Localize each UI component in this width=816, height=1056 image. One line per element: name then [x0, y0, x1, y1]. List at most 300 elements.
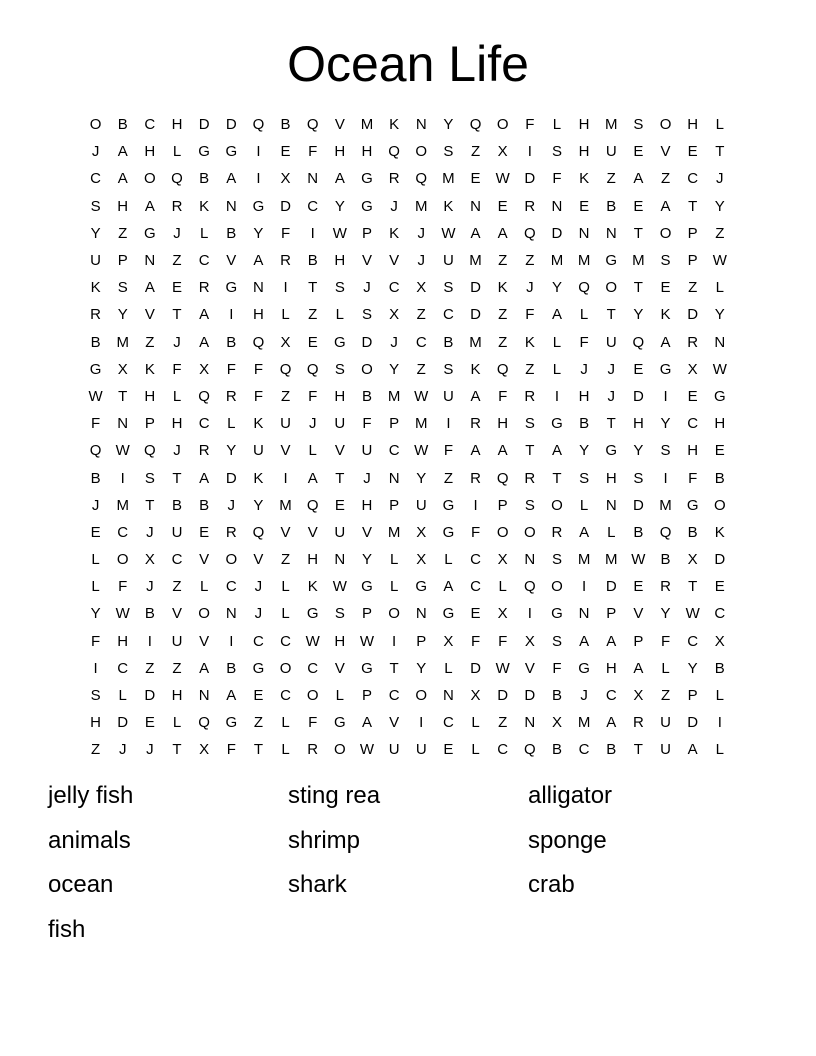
grid-letter: M	[387, 523, 401, 541]
grid-letter: H	[334, 252, 346, 270]
grid-letter: O	[659, 224, 672, 242]
grid-letter: G	[334, 333, 346, 351]
grid-letter: X	[117, 360, 128, 378]
grid-letter: A	[633, 659, 644, 677]
grid-letter: Z	[660, 170, 671, 188]
grid-letter: S	[334, 360, 345, 378]
grid-letter: C	[415, 333, 427, 351]
grid-letter: B	[687, 523, 698, 541]
grid-letter: I	[310, 224, 315, 242]
grid-letter: G	[415, 578, 428, 596]
grid-letter: T	[172, 469, 182, 487]
grid-letter: I	[147, 632, 152, 650]
grid-letter: U	[442, 387, 454, 405]
grid-letter: L	[471, 741, 480, 759]
grid-letter: A	[660, 197, 671, 215]
grid-letter: V	[660, 143, 671, 161]
grid-letter: N	[605, 496, 617, 514]
grid-letter: E	[497, 197, 508, 215]
grid-letter: T	[389, 659, 399, 677]
grid-letter: C	[442, 714, 454, 732]
grid-letter: U	[334, 415, 346, 433]
grid-letter: S	[660, 442, 671, 460]
grid-row	[82, 111, 734, 138]
grid-letter: D	[225, 469, 237, 487]
grid-letter: B	[226, 659, 237, 677]
grid-row	[82, 410, 734, 437]
grid-letter: M	[632, 252, 645, 270]
grid-letter: G	[225, 714, 238, 732]
grid-letter: O	[334, 741, 346, 759]
grid-letter: M	[116, 496, 129, 514]
grid-row	[82, 573, 734, 600]
grid-letter: F	[253, 387, 263, 405]
grid-letter: F	[308, 143, 318, 161]
grid-letter: H	[334, 387, 346, 405]
grid-letter: F	[226, 741, 236, 759]
grid-letter: L	[172, 714, 182, 732]
grid-letter: C	[225, 578, 237, 596]
grid-letter: J	[308, 415, 317, 433]
grid-letter: B	[551, 741, 562, 759]
grid-letter: N	[714, 333, 726, 351]
grid-letter: G	[225, 143, 238, 161]
grid-letter: A	[199, 333, 210, 351]
grid-letter: Q	[523, 578, 536, 596]
grid-letter: S	[334, 279, 345, 297]
grid-letter: Z	[145, 659, 155, 677]
grid-letter: I	[229, 306, 234, 324]
grid-letter: X	[280, 170, 291, 188]
grid-letter: G	[442, 496, 455, 514]
grid-letter: Q	[171, 170, 183, 188]
grid-letter: D	[117, 714, 129, 732]
grid-letter: I	[663, 387, 668, 405]
grid-letter: Z	[145, 333, 155, 351]
grid-letter: S	[633, 116, 644, 134]
grid-letter: J	[363, 279, 371, 297]
grid-letter: N	[307, 170, 319, 188]
grid-letter: O	[225, 551, 238, 569]
grid-letter: E	[633, 143, 644, 161]
grid-letter: G	[605, 442, 618, 460]
grid-letter: Y	[389, 360, 400, 378]
grid-letter: F	[470, 523, 481, 541]
grid-letter: Y	[253, 496, 264, 514]
grid-letter: A	[144, 279, 155, 297]
grid-letter: U	[252, 442, 264, 460]
grid-letter: W	[359, 741, 375, 759]
grid-letter: H	[605, 659, 617, 677]
grid-letter: G	[252, 197, 265, 215]
grid-letter: Y	[633, 442, 644, 460]
grid-letter: Q	[578, 279, 590, 297]
grid-letter: A	[117, 143, 128, 161]
grid-letter: C	[117, 523, 129, 541]
grid-letter: U	[605, 143, 617, 161]
grid-letter: R	[280, 252, 291, 270]
grid-letter: Q	[632, 333, 645, 351]
grid-letter: R	[524, 469, 536, 487]
grid-letter: F	[118, 578, 128, 596]
grid-letter: L	[661, 659, 670, 677]
grid-row	[82, 356, 734, 383]
grid-letter: K	[524, 333, 535, 351]
grid-letter: E	[633, 578, 644, 596]
grid-letter: A	[633, 170, 644, 188]
grid-letter: H	[144, 387, 156, 405]
grid-letter: E	[470, 605, 481, 623]
grid-letter: Y	[117, 306, 128, 324]
grid-letter: V	[361, 252, 372, 270]
grid-letter: N	[524, 714, 536, 732]
grid-letter: A	[199, 469, 210, 487]
grid-letter: O	[198, 605, 210, 623]
grid-letter: H	[361, 143, 373, 161]
grid-letter: K	[253, 415, 264, 433]
grid-letter: X	[389, 306, 400, 324]
grid-letter: E	[307, 333, 318, 351]
grid-letter: C	[497, 741, 509, 759]
grid-letter: Z	[688, 279, 698, 297]
grid-letter: J	[716, 170, 724, 188]
grid-letter: X	[199, 360, 210, 378]
grid-letter: F	[498, 632, 508, 650]
grid-letter: O	[415, 687, 428, 705]
grid-letter: D	[632, 496, 644, 514]
grid-letter: W	[441, 224, 456, 242]
grid-letter: H	[578, 143, 590, 161]
grid-letter: Z	[416, 360, 426, 378]
grid-letter: O	[388, 605, 400, 623]
grid-letter: R	[524, 387, 536, 405]
grid-letter: V	[334, 116, 345, 134]
grid-letter: U	[660, 714, 671, 732]
grid-letter: Y	[416, 659, 427, 677]
grid-letter: A	[253, 252, 264, 270]
grid-letter: R	[632, 714, 644, 732]
grid-letter: B	[714, 469, 725, 487]
grid-letter: W	[495, 659, 510, 677]
grid-letter: H	[632, 415, 644, 433]
grid-letter: Q	[252, 116, 265, 134]
grid-letter: B	[307, 252, 318, 270]
grid-letter: Y	[714, 306, 725, 324]
grid-letter: T	[118, 387, 128, 405]
grid-letter: D	[361, 333, 373, 351]
grid-letter: A	[579, 523, 590, 541]
grid-letter: G	[442, 523, 455, 541]
grid-letter: Q	[415, 170, 428, 188]
grid-letter: C	[687, 632, 699, 650]
grid-letter: P	[361, 224, 372, 242]
grid-letter: C	[307, 197, 319, 215]
grid-letter: T	[525, 442, 535, 460]
grid-letter: V	[199, 551, 210, 569]
grid-letter: R	[524, 197, 536, 215]
grid-letter: W	[332, 224, 347, 242]
grid-letter: M	[550, 252, 564, 270]
grid-letter: K	[579, 170, 590, 188]
grid-letter: N	[225, 197, 237, 215]
grid-letter: V	[253, 551, 264, 569]
grid-letter: X	[714, 632, 725, 650]
grid-letter: T	[606, 415, 616, 433]
grid-row	[82, 138, 734, 165]
grid-letter: G	[442, 605, 455, 623]
grid-letter: N	[551, 197, 563, 215]
grid-letter: S	[117, 279, 128, 297]
grid-letter: A	[117, 170, 128, 188]
grid-letter: R	[90, 306, 101, 324]
grid-letter: M	[577, 551, 591, 569]
grid-letter: Z	[308, 306, 318, 324]
grid-letter: J	[526, 279, 534, 297]
grid-letter: D	[524, 170, 536, 188]
grid-letter: W	[414, 442, 429, 460]
grid-letter: Z	[172, 578, 182, 596]
grid-letter: E	[144, 714, 155, 732]
grid-letter: S	[524, 496, 535, 514]
grid-letter: X	[524, 632, 535, 650]
grid-letter: K	[90, 279, 101, 297]
grid-letter: L	[715, 279, 724, 297]
grid-letter: R	[171, 197, 183, 215]
grid-letter: Q	[144, 442, 156, 460]
grid-row	[82, 519, 734, 546]
grid-letter: Y	[90, 224, 101, 242]
grid-letter: J	[417, 252, 425, 270]
grid-letter: H	[117, 632, 129, 650]
grid-letter: W	[414, 387, 429, 405]
grid-letter: F	[525, 116, 535, 134]
grid-row	[82, 682, 734, 709]
grid-letter: A	[660, 333, 671, 351]
grid-letter: L	[389, 578, 399, 596]
grid-letter: V	[633, 605, 644, 623]
grid-letter: R	[470, 415, 481, 433]
grid-letter: L	[281, 741, 290, 759]
grid-letter: D	[497, 687, 509, 705]
grid-letter: N	[524, 551, 536, 569]
grid-row	[82, 437, 734, 464]
grid-letter: R	[388, 170, 400, 188]
grid-letter: Q	[388, 143, 400, 161]
grid-letter: M	[387, 387, 401, 405]
grid-letter: L	[335, 306, 344, 324]
grid-letter: K	[470, 360, 481, 378]
grid-letter: H	[144, 143, 156, 161]
grid-letter: H	[687, 116, 699, 134]
grid-letter: R	[307, 741, 319, 759]
grid-letter: P	[144, 415, 155, 433]
grid-letter: I	[93, 659, 98, 677]
grid-letter: E	[687, 143, 698, 161]
grid-letter: L	[498, 578, 507, 596]
grid-letter: E	[633, 197, 644, 215]
grid-letter: C	[388, 442, 400, 460]
grid-letter: Q	[496, 360, 509, 378]
grid-letter: W	[88, 387, 103, 405]
grid-letter: N	[578, 224, 590, 242]
grid-letter: A	[199, 306, 210, 324]
grid-letter: Z	[280, 387, 291, 405]
grid-letter: A	[226, 170, 237, 188]
grid-letter: M	[415, 197, 428, 215]
grid-letter: X	[497, 551, 508, 569]
grid-letter: J	[146, 578, 154, 596]
grid-letter: T	[145, 496, 155, 514]
grid-letter: C	[687, 170, 699, 188]
grid-letter: G	[252, 659, 265, 677]
grid-letter: A	[199, 659, 210, 677]
grid-row	[82, 628, 734, 655]
grid-letter: Q	[496, 469, 509, 487]
grid-letter: H	[307, 551, 319, 569]
grid-letter: I	[283, 279, 288, 297]
grid-letter: L	[281, 714, 290, 732]
grid-letter: C	[252, 632, 264, 650]
grid-letter: Z	[715, 224, 725, 242]
grid-letter: O	[713, 496, 726, 514]
grid-letter: M	[116, 333, 129, 351]
grid-letter: M	[659, 496, 672, 514]
grid-letter: D	[524, 687, 536, 705]
grid-letter: X	[416, 523, 427, 541]
grid-letter: H	[171, 116, 183, 134]
grid-letter: B	[90, 333, 101, 351]
grid-letter: N	[578, 605, 590, 623]
grid-letter: D	[280, 197, 291, 215]
grid-letter: F	[525, 306, 535, 324]
grid-letter: B	[280, 116, 291, 134]
grid-letter: K	[253, 469, 264, 487]
grid-letter: K	[144, 360, 155, 378]
grid-letter: O	[496, 523, 509, 541]
grid-letter: F	[498, 387, 508, 405]
grid-letter: L	[281, 306, 290, 324]
grid-letter: Z	[498, 252, 508, 270]
grid-letter: D	[687, 306, 699, 324]
grid-letter: J	[118, 741, 127, 759]
grid-letter: F	[253, 360, 263, 378]
grid-letter: C	[280, 632, 291, 650]
grid-letter: V	[171, 605, 182, 623]
grid-letter: Q	[306, 496, 319, 514]
grid-letter: D	[225, 116, 237, 134]
grid-letter: A	[226, 687, 237, 705]
grid-letter: J	[91, 143, 100, 161]
grid-letter: O	[605, 279, 618, 297]
grid-letter: D	[632, 387, 644, 405]
grid-letter: M	[604, 116, 618, 134]
grid-letter: H	[334, 143, 346, 161]
grid-letter: J	[173, 224, 181, 242]
grid-letter: N	[470, 197, 481, 215]
grid-row	[82, 464, 734, 491]
grid-letter: L	[118, 687, 127, 705]
grid-letter: W	[332, 578, 347, 596]
grid-letter: T	[688, 197, 698, 215]
grid-letter: T	[172, 306, 182, 324]
grid-letter: K	[660, 306, 671, 324]
grid-letter: B	[443, 333, 454, 351]
grid-letter: X	[144, 551, 155, 569]
grid-letter: B	[606, 197, 617, 215]
grid-letter: D	[551, 224, 563, 242]
grid-letter: Y	[253, 224, 264, 242]
grid-letter: G	[361, 578, 373, 596]
grid-letter: W	[712, 360, 727, 378]
grid-letter: X	[416, 551, 427, 569]
grid-letter: R	[225, 387, 237, 405]
grid-letter: Z	[660, 687, 671, 705]
grid-letter: Z	[498, 714, 508, 732]
grid-letter: D	[605, 578, 617, 596]
grid-letter: A	[334, 170, 345, 188]
grid-letter: X	[443, 632, 454, 650]
grid-letter: I	[256, 170, 261, 188]
grid-letter: W	[631, 551, 646, 569]
grid-letter: C	[687, 415, 699, 433]
grid-letter: N	[605, 224, 617, 242]
grid-letter: P	[389, 496, 400, 514]
grid-letter: G	[713, 387, 726, 405]
grid-letter: G	[361, 197, 373, 215]
grid-letter: O	[306, 687, 319, 705]
grid-letter: E	[633, 360, 644, 378]
grid-letter: N	[144, 252, 156, 270]
grid-letter: P	[606, 605, 617, 623]
grid-letter: Z	[90, 741, 101, 759]
grid-letter: C	[90, 170, 101, 188]
grid-letter: O	[116, 551, 129, 569]
grid-letter: H	[334, 632, 346, 650]
grid-letter: L	[579, 306, 589, 324]
grid-letter: R	[660, 578, 671, 596]
grid-letter: H	[117, 197, 129, 215]
grid-letter: W	[305, 632, 320, 650]
grid-letter: G	[551, 605, 563, 623]
grid-letter: G	[198, 143, 210, 161]
grid-letter: U	[415, 741, 427, 759]
grid-letter: C	[714, 605, 726, 623]
grid-letter: L	[579, 496, 589, 514]
grid-letter: G	[334, 714, 346, 732]
grid-letter: K	[199, 197, 210, 215]
grid-letter: V	[524, 659, 535, 677]
grid-letter: V	[307, 523, 318, 541]
grid-letter: Y	[687, 659, 698, 677]
grid-letter: I	[554, 387, 560, 405]
grid-letter: F	[579, 333, 589, 351]
grid-letter: Y	[579, 442, 590, 460]
grid-letter: J	[254, 605, 263, 623]
grid-letter: O	[279, 659, 292, 677]
grid-letter: H	[578, 116, 590, 134]
grid-letter: U	[660, 741, 671, 759]
grid-letter: N	[415, 116, 427, 134]
grid-letter: X	[551, 714, 562, 732]
grid-letter: A	[470, 442, 481, 460]
grid-letter: Z	[118, 224, 128, 242]
grid-letter: T	[253, 741, 263, 759]
grid-letter: H	[605, 469, 617, 487]
grid-letter: Y	[226, 442, 237, 460]
word-list-item: shark	[288, 871, 347, 898]
grid-letter: X	[687, 360, 698, 378]
word-list-item: animals	[48, 826, 131, 854]
